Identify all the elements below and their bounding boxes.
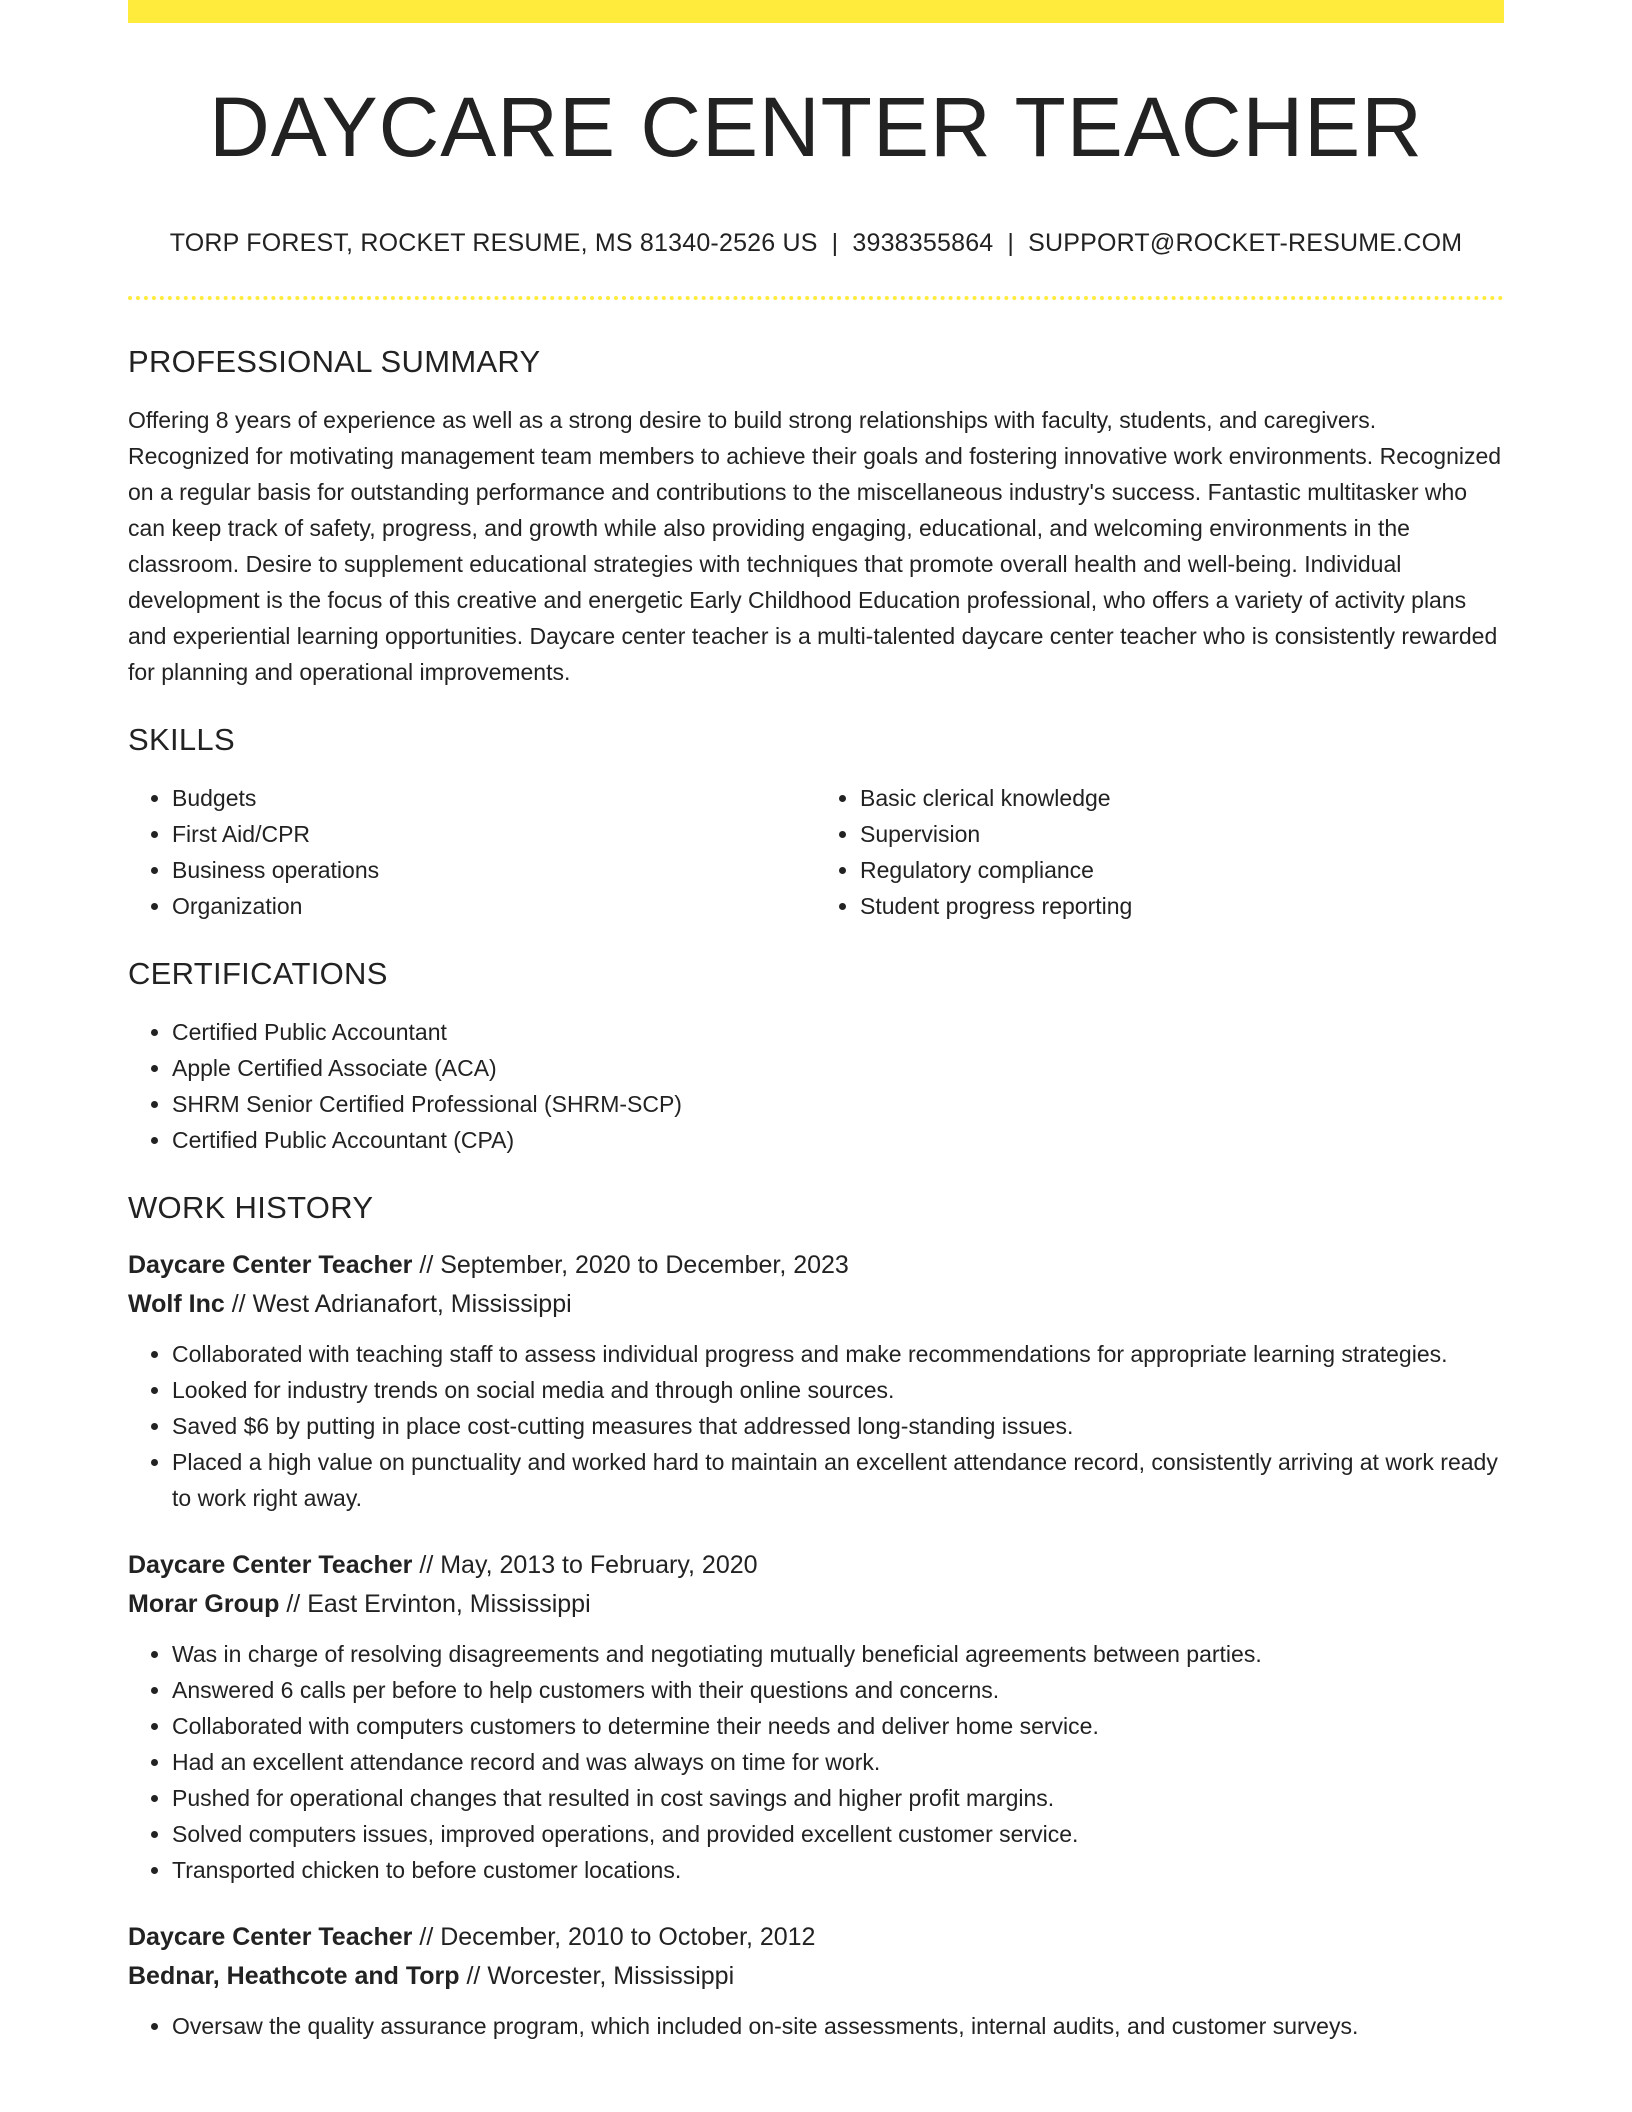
contact-separator: | bbox=[1007, 229, 1015, 258]
job-bullets bbox=[128, 1336, 1504, 1516]
job-company: Morar Group bbox=[128, 1590, 280, 1619]
summary-text: Offering 8 years of experience as well as a strong desire to build strong relationships with faculty, students, and caregivers. Recognized for motivating management team members to achieve their goals and fostering innovative work environments. Recognized on a regular basis for outstanding performance and contributions to the miscellaneous industry's success. Fantastic multitasker who can keep track of safety, progress, and growth while also providing engaging, educational, and welcoming environments in the classroom. Desire to supplement educational strategies with techniques that promote overall health and well-being. Individual development is the focus of this creative and energetic Early Childhood Education professional, who offers a variety of activity plans and experiential learning opportunities. Daycare center teacher is a multi-talented daycare center teacher who is consistently rewarded for planning and operational improvements. bbox=[128, 407, 1502, 686]
certification-item: • SHRM Senior Certified Professional (SHRM-SCP) bbox=[172, 1086, 1504, 1122]
job-separator: // bbox=[224, 1290, 253, 1319]
contact-address: TORP FOREST, ROCKET RESUME, MS 81340-2526 US bbox=[169, 229, 818, 258]
job-bullet: • Oversaw the quality assurance program, which included on-site assessments, internal audits, and customer surveys. bbox=[172, 2008, 1504, 2044]
skill-item: • Basic clerical knowledge bbox=[860, 780, 1504, 816]
summary-heading: PROFESSIONAL SUMMARY bbox=[128, 344, 541, 380]
job-entry bbox=[128, 1918, 1504, 2044]
job-location: Worcester, Mississippi bbox=[487, 1962, 735, 1991]
contact-email: SUPPORT@ROCKET-RESUME.COM bbox=[1028, 229, 1463, 258]
certifications-heading: CERTIFICATIONS bbox=[128, 956, 388, 992]
job-bullets bbox=[128, 2008, 1504, 2044]
job-role-line bbox=[128, 1546, 1504, 1585]
candidate-title: DAYCARE CENTER TEACHER bbox=[209, 80, 1423, 174]
job-bullet: • Collaborated with computers customers to determine their needs and deliver home service. bbox=[172, 1708, 1504, 1744]
certification-item: • Certified Public Accountant (CPA) bbox=[172, 1122, 1504, 1158]
job-separator: // bbox=[412, 1923, 441, 1952]
certification-item: • Apple Certified Associate (ACA) bbox=[172, 1050, 1504, 1086]
job-entry bbox=[128, 1546, 1504, 1888]
certifications-list bbox=[128, 1014, 1504, 1158]
job-role: Daycare Center Teacher bbox=[128, 1923, 413, 1952]
job-bullets bbox=[128, 1636, 1504, 1888]
skill-item: • Regulatory compliance bbox=[860, 852, 1504, 888]
resume-page bbox=[128, 0, 1504, 2044]
accent-bar bbox=[128, 0, 1504, 23]
job-company-line bbox=[128, 1957, 1504, 1996]
skill-item: • Budgets bbox=[172, 780, 816, 816]
job-role: Daycare Center Teacher bbox=[128, 1251, 413, 1280]
job-separator: // bbox=[412, 1551, 441, 1580]
job-bullet: • Transported chicken to before customer locations. bbox=[172, 1852, 1504, 1888]
work-history-heading: WORK HISTORY bbox=[128, 1190, 374, 1226]
job-bullet: • Had an excellent attendance record and was always on time for work. bbox=[172, 1744, 1504, 1780]
job-bullet: • Looked for industry trends on social media and through online sources. bbox=[172, 1372, 1504, 1408]
job-role: Daycare Center Teacher bbox=[128, 1551, 413, 1580]
job-bullet: • Was in charge of resolving disagreements and negotiating mutually beneficial agreements between parties. bbox=[172, 1636, 1504, 1672]
skill-item: • Student progress reporting bbox=[860, 888, 1504, 924]
job-separator: // bbox=[412, 1251, 441, 1280]
job-company-line bbox=[128, 1585, 1504, 1624]
job-bullet: • Solved computers issues, improved operations, and provided excellent customer service. bbox=[172, 1816, 1504, 1852]
job-separator: // bbox=[459, 1962, 488, 1991]
certification-item: • Certified Public Accountant bbox=[172, 1014, 1504, 1050]
skills-heading: SKILLS bbox=[128, 722, 235, 758]
job-location: East Ervinton, Mississippi bbox=[307, 1590, 591, 1619]
job-bullet: • Placed a high value on punctuality and worked hard to maintain an excellent attendance record, consistently arriving at work ready to work right away. bbox=[172, 1444, 1504, 1516]
job-dates: September, 2020 to December, 2023 bbox=[440, 1251, 849, 1280]
job-entry bbox=[128, 1246, 1504, 1516]
contact-phone: 3938355864 bbox=[852, 229, 994, 258]
job-role-line bbox=[128, 1246, 1504, 1285]
job-bullet: • Saved $6 by putting in place cost-cutting measures that addressed long-standing issues. bbox=[172, 1408, 1504, 1444]
skills-list-right bbox=[816, 780, 1504, 924]
skill-item: • Business operations bbox=[172, 852, 816, 888]
job-company-line bbox=[128, 1285, 1504, 1324]
dotted-divider bbox=[128, 296, 1504, 300]
job-bullet: • Answered 6 calls per before to help customers with their questions and concerns. bbox=[172, 1672, 1504, 1708]
contact-separator: | bbox=[831, 229, 839, 258]
skill-item: • Supervision bbox=[860, 816, 1504, 852]
job-bullet: • Collaborated with teaching staff to assess individual progress and make recommendations for appropriate learning strategies. bbox=[172, 1336, 1504, 1372]
job-company: Bednar, Heathcote and Torp bbox=[128, 1962, 460, 1991]
skill-item: • First Aid/CPR bbox=[172, 816, 816, 852]
job-dates: December, 2010 to October, 2012 bbox=[440, 1923, 816, 1952]
skills-columns bbox=[128, 780, 1504, 924]
job-role-line bbox=[128, 1918, 1504, 1957]
job-bullet: • Pushed for operational changes that resulted in cost savings and higher profit margins. bbox=[172, 1780, 1504, 1816]
job-separator: // bbox=[279, 1590, 308, 1619]
job-dates: May, 2013 to February, 2020 bbox=[440, 1551, 758, 1580]
contact-line bbox=[128, 229, 1504, 258]
skill-item: • Organization bbox=[172, 888, 816, 924]
job-company: Wolf Inc bbox=[128, 1290, 225, 1319]
skills-list-left bbox=[128, 780, 816, 924]
job-location: West Adrianafort, Mississippi bbox=[252, 1290, 572, 1319]
